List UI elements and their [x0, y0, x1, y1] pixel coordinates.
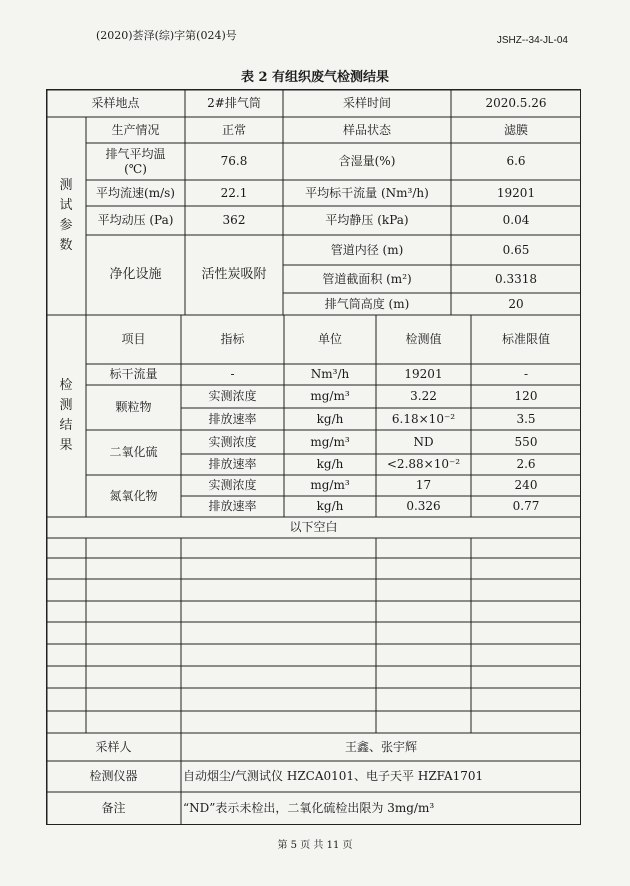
- sampling-site-label: 采样地点: [91, 95, 140, 110]
- remarks-value: “ND”表示未检出，二氧化硫检出限为 3mg/m³: [183, 801, 435, 815]
- row-flow-index: -: [230, 367, 235, 381]
- row-flow-limit: -: [523, 367, 529, 381]
- table-title: 表 2 有组织废气检测结果: [240, 70, 390, 85]
- header-limit: 标准限值: [501, 332, 550, 346]
- dynamic-pressure-label: 平均动压 (Pa): [97, 213, 174, 227]
- dynamic-pressure-value: 362: [222, 213, 246, 227]
- velocity-value: 22.1: [220, 185, 248, 200]
- results-table: [46, 89, 581, 825]
- sampler-label: 采样人: [95, 739, 132, 754]
- temp-value: 76.8: [220, 154, 248, 168]
- particulate-rate-value: 6.18×10⁻²: [391, 411, 456, 426]
- duct-area-value: 0.3318: [495, 271, 537, 286]
- row-flow-item: 标干流量: [109, 367, 158, 381]
- nox-item: 氮氧化物: [109, 488, 158, 503]
- so2-rate-value: <2.88×10⁻²: [386, 457, 461, 471]
- header-item: 项目: [121, 332, 146, 346]
- sampling-time-label: 采样时间: [342, 95, 391, 110]
- results-group-label: [46, 315, 86, 517]
- so2-conc-unit: mg/m³: [310, 434, 350, 449]
- nox-conc-limit: 240: [514, 478, 538, 492]
- particulate-item: 颗粒物: [115, 400, 152, 414]
- sampling-site-value: 2#排气筒: [207, 95, 261, 110]
- params-group-text: 测试参数: [59, 178, 73, 253]
- sampling-time-value: 2020.5.26: [485, 95, 547, 110]
- velocity-label: 平均流速(m/s): [96, 185, 175, 200]
- so2-conc-limit: 550: [514, 434, 538, 449]
- nox-rate-unit: kg/h: [316, 499, 344, 513]
- so2-conc-index: 实测浓度: [208, 434, 257, 449]
- dry-flow-value: 19201: [496, 185, 536, 200]
- moisture-value: 6.6: [506, 154, 526, 168]
- static-pressure-label: 平均静压 (kPa): [325, 213, 409, 227]
- nox-conc-index: 实测浓度: [208, 478, 257, 492]
- moisture-label: 含湿量(%): [338, 154, 396, 168]
- temp-label: 排气平均温(℃): [105, 146, 166, 176]
- page-footer: 第 5 页 共 11 页: [277, 840, 353, 851]
- static-pressure-value: 0.04: [502, 213, 530, 227]
- so2-rate-limit: 2.6: [516, 457, 536, 471]
- header-index: 指标: [220, 332, 245, 346]
- params-group-label: [46, 117, 86, 315]
- nox-conc-unit: mg/m³: [310, 478, 350, 492]
- production-label: 生产情况: [111, 122, 160, 137]
- sampler-value: 王鑫、张宇辉: [344, 739, 417, 754]
- particulate-conc-limit: 120: [514, 389, 538, 403]
- document-number: (2020)荟泽(综)字第(024)号: [96, 29, 237, 42]
- production-value: 正常: [221, 122, 246, 137]
- so2-rate-unit: kg/h: [316, 457, 344, 471]
- particulate-rate-index: 排放速率: [208, 411, 257, 426]
- dry-flow-label: 平均标干流量 (Nm³/h): [305, 185, 429, 200]
- purify-label: 净化设施: [109, 266, 162, 282]
- results-group-text: 检测结果: [59, 378, 73, 453]
- row-flow-unit: Nm³/h: [310, 367, 350, 381]
- so2-conc-value: ND: [413, 434, 434, 449]
- form-code: JSHZ--34-JL-04: [496, 35, 568, 46]
- blank-below-note: 以下空白: [289, 520, 338, 534]
- particulate-rate-unit: kg/h: [316, 411, 344, 426]
- particulate-conc-index: 实测浓度: [208, 389, 257, 403]
- header-value: 检测值: [405, 332, 442, 346]
- purify-value: 活性炭吸附: [201, 266, 267, 282]
- nox-rate-limit: 0.77: [512, 499, 540, 513]
- particulate-conc-value: 3.22: [410, 389, 437, 403]
- remarks-label: 备注: [101, 801, 126, 815]
- nox-conc-value: 17: [415, 478, 432, 492]
- stack-height-value: 20: [508, 296, 524, 311]
- sample-state-label: 样品状态: [342, 122, 391, 137]
- stack-height-label: 排气筒高度 (m): [324, 296, 410, 311]
- duct-area-label: 管道截面积 (m²): [322, 271, 412, 286]
- duct-diameter-value: 0.65: [502, 242, 530, 257]
- sample-state-value: 滤膜: [503, 122, 528, 137]
- nox-rate-value: 0.326: [406, 499, 441, 513]
- nox-rate-index: 排放速率: [208, 499, 257, 513]
- particulate-conc-unit: mg/m³: [310, 389, 350, 403]
- duct-diameter-label: 管道内径 (m): [330, 242, 404, 257]
- header-unit: 单位: [317, 332, 342, 346]
- row-flow-value: 19201: [404, 367, 443, 381]
- so2-rate-index: 排放速率: [208, 457, 257, 471]
- so2-item: 二氧化硫: [109, 445, 158, 459]
- particulate-rate-limit: 3.5: [516, 411, 536, 426]
- instrument-label: 检测仪器: [89, 769, 138, 783]
- instrument-value: 自动烟尘/气测试仪 HZCA0101、电子天平 HZFA1701: [183, 769, 484, 783]
